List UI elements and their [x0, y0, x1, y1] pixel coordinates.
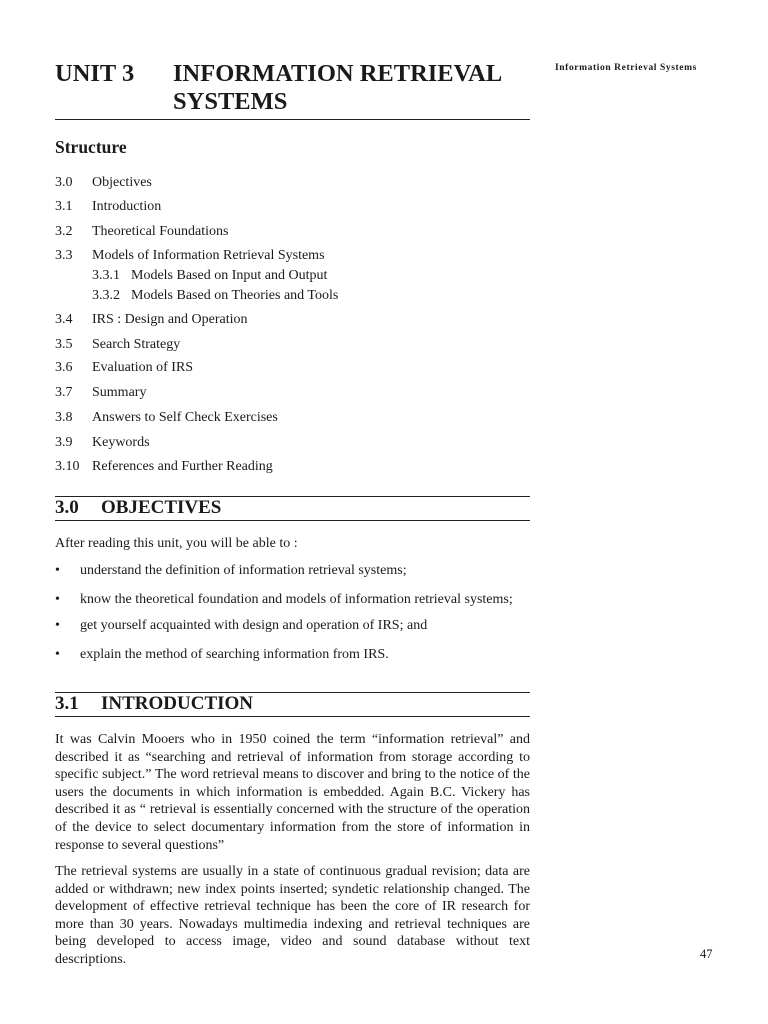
running-head: Information Retrieval Systems: [555, 63, 697, 73]
intro-paragraph: The retrieval systems are usually in a state of continuous gradual revision; data are added or withdrawn; new index points inserted; syndetic relationship changed. The development of effective retrieval technique has been the core of IR research for more than 30 years. Nowadays multimedia indexing and retrieval techniques are being developed to access image, video and sound database without text descriptions.: [55, 864, 530, 967]
objectives-intro: After reading this unit, you will be able to :: [55, 536, 298, 551]
section-rule-bottom: [55, 520, 530, 521]
unit-number: UNIT 3: [55, 60, 135, 87]
page-number: 47: [700, 947, 713, 961]
structure-heading: Structure: [55, 137, 127, 157]
section-rule-bottom: [55, 716, 530, 717]
unit-name: INFORMATION RETRIEVAL SYSTEMS: [173, 60, 501, 115]
title-rule: [55, 119, 530, 120]
intro-paragraph: It was Calvin Mooers who in 1950 coined the term “information retrieval” and described it as “searching and retrieval of information from storage according to specific subject.” The word retrieval means to discover and bring to the notice of the users the documents in which information is embedded. Again B.C. Vickery has described it as “ retrieval is essentially concerned with the structure of the operation of the device to select documentary information from the store of information in response to several questions”: [55, 732, 530, 853]
